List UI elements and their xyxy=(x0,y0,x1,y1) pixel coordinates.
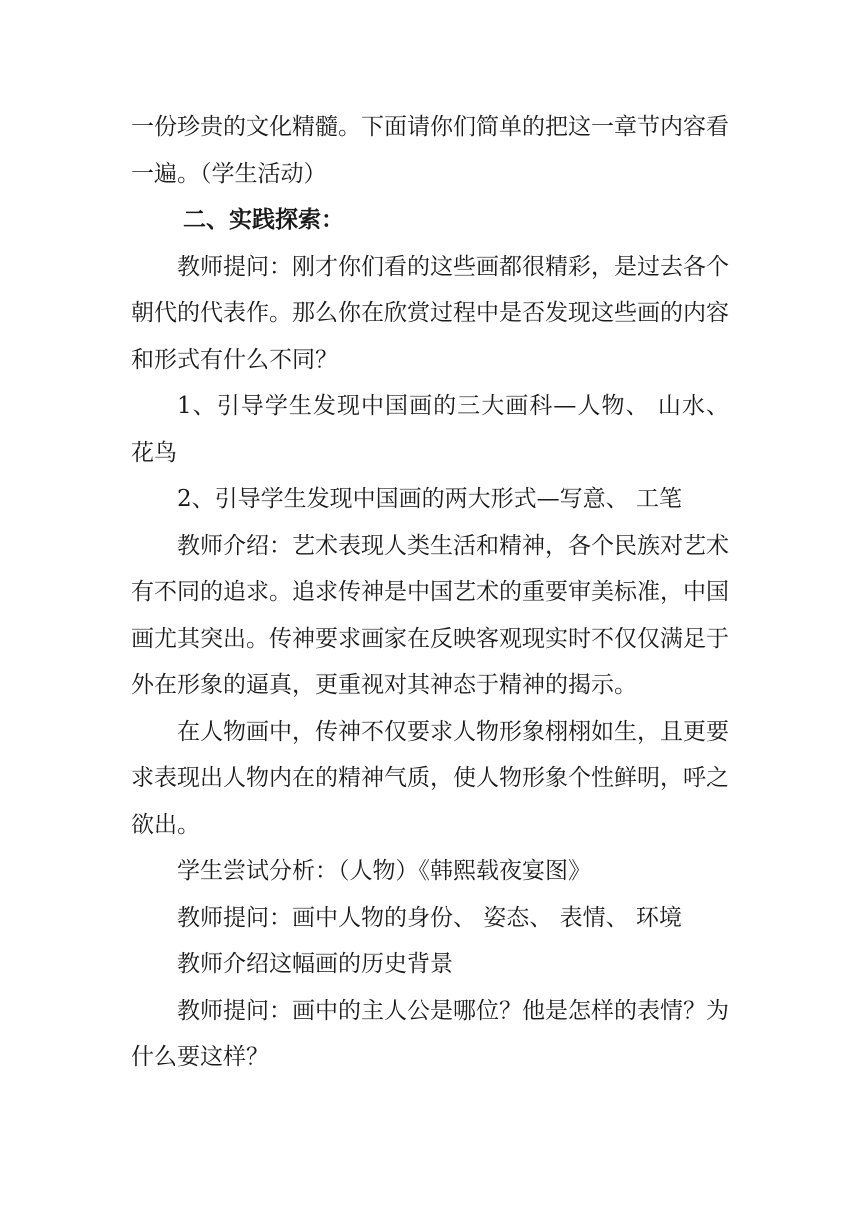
paragraph-history-background: 教师介绍这幅画的历史背景 xyxy=(177,951,453,977)
paragraph-teacher-question-1: 教师提问：刚才你们看的这些画都很精彩，是过去各个朝代的代表作。那么你在欣赏过程中是否发现这些画的内容和形式有什么不同？ xyxy=(131,253,729,373)
document-body xyxy=(131,104,729,1081)
paragraph-teacher-question-2: 教师提问：画中人物的身份、 姿态、 表情、 环境 xyxy=(177,904,682,931)
paragraph-intro: 一份珍贵的文化精髓。下面请你们简单的把这一章节内容看一遍。（学生活动） xyxy=(131,114,729,187)
paragraph-teacher-intro: 教师介绍：艺术表现人类生活和精神，各个民族对艺术有不同的追求。追求传神是中国艺术的重要审美标准，中国画尤其突出。传神要求画家在反映客观现实时不仅仅满足于外在形象的逼真，更重视对其神态于精神的揭示。 xyxy=(131,532,729,698)
paragraph-point-1: 1、引导学生发现中国画的三大画科—人物、 山水、 花鸟 xyxy=(131,393,729,466)
paragraph-point-2: 2、引导学生发现中国画的两大形式—写意、 工笔 xyxy=(177,486,682,512)
section-heading: 二、实践探索： xyxy=(183,206,344,233)
paragraph-teacher-question-3: 教师提问：画中的主人公是哪位？他是怎样的表情？为什么要这样？ xyxy=(131,997,729,1070)
paragraph-figure-painting: 在人物画中，传神不仅要求人物形象栩栩如生，且更要求表现出人物内在的精神气质，使人物形象个性鲜明，呼之欲出。 xyxy=(131,718,729,838)
paragraph-student-analysis: 学生尝试分析：（人物）《韩熙载夜宴图》 xyxy=(177,858,591,884)
